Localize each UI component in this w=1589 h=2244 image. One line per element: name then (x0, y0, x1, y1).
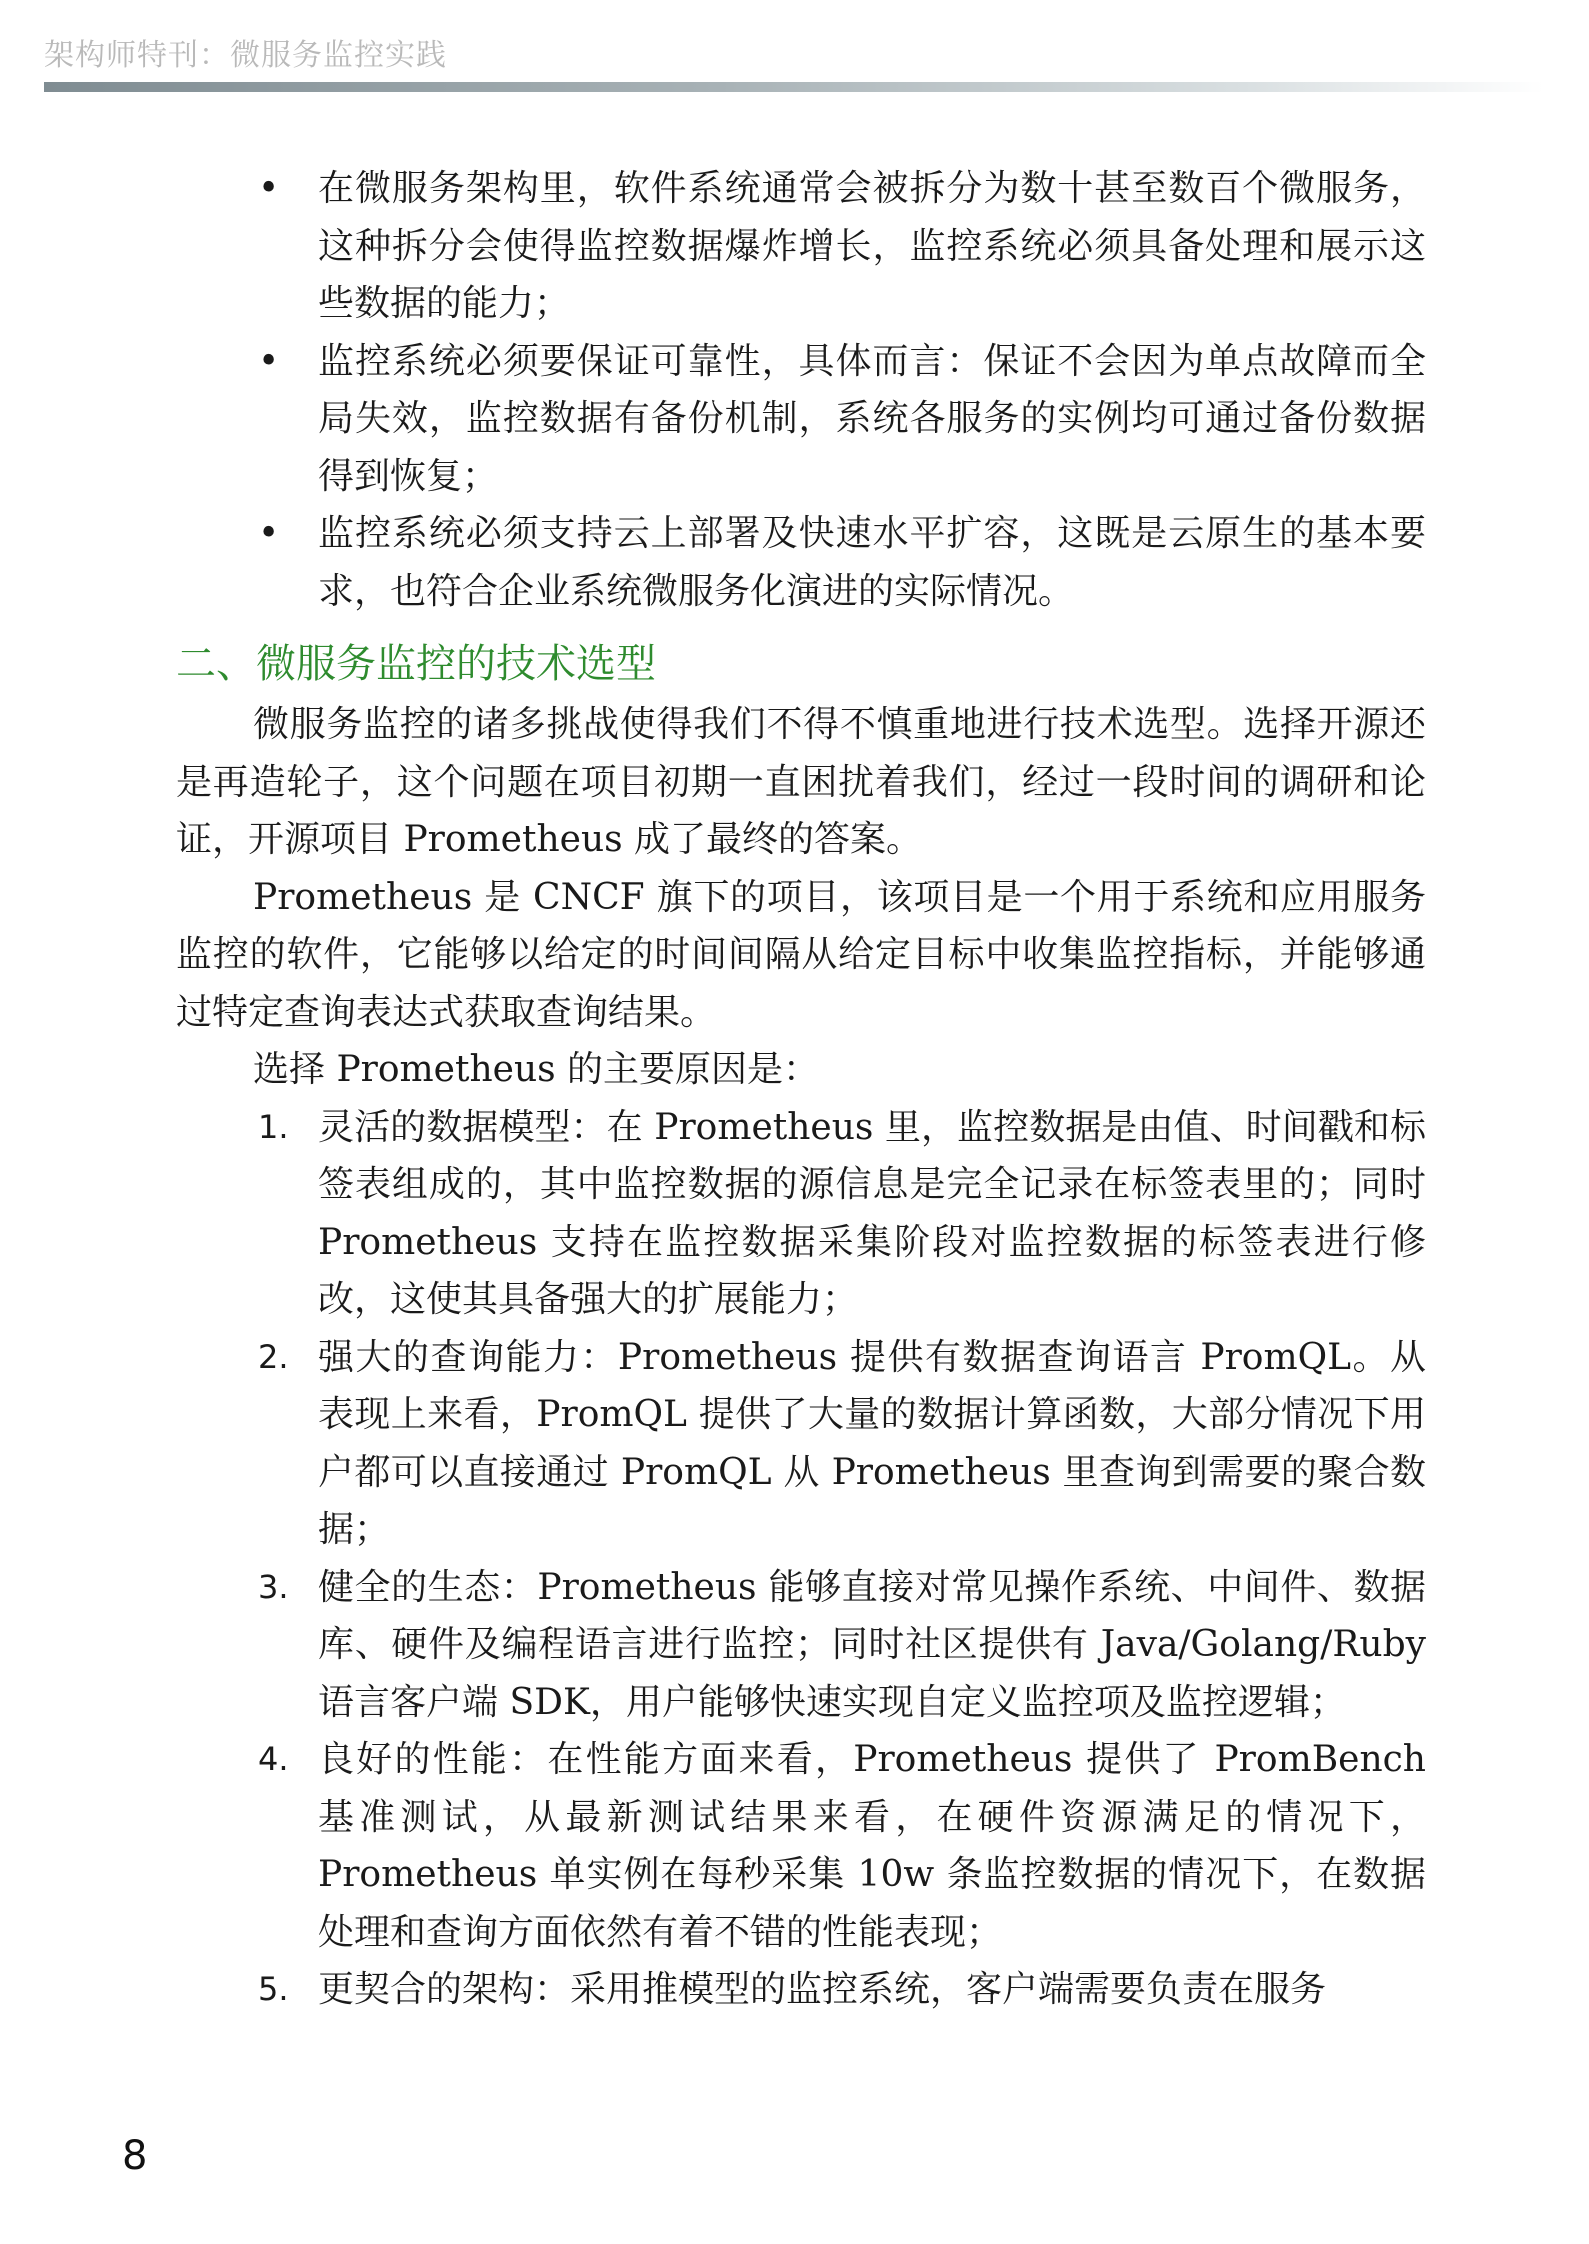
paragraph: 微服务监控的诸多挑战使得我们不得不慎重地进行技术选型。选择开源还是再造轮子，这个问题在项目初期一直困扰着我们，经过一段时间的调研和论证，开源项目 Prometheus 成了最终的答案。 (176, 704, 1426, 860)
bullet-item (176, 160, 1426, 333)
running-header: 架构师特刊：微服务监控实践 (44, 38, 447, 73)
bullet-text: 监控系统必须要保证可靠性，具体而言：保证不会因为单点故障而全局失效，监控数据有备份机制，系统各服务的实例均可通过备份数据得到恢复； (318, 340, 1426, 497)
paragraph: Prometheus 是 CNCF 旗下的项目，该项目是一个用于系统和应用服务监控的软件，它能够以给定的时间间隔从给定目标中收集监控指标，并能够通过特定查询表达式获取查询结果。 (176, 876, 1426, 1033)
item-text: 更契合的架构：采用推模型的监控系统，客户端需要负责在服务 (318, 1969, 1327, 2010)
item-number: 5. (258, 1970, 289, 2008)
item-text: 强大的查询能力：Prometheus 提供有数据查询语言 PromQL。从表现上来看，PromQL 提供了大量的数据计算函数，大部分情况下用户都可以直接通过 PromQL 从 Prometheus 里查询到需要的聚合数据； (318, 1336, 1426, 1550)
item-text: 灵活的数据模型：在 Prometheus 里，监控数据是由值、时间戳和标签表组成的，其中监控数据的源信息是完全记录在标签表里的；同时 Prometheus 支持在监控数据采集阶段对监控数据的标签表进行修改，这使其具备强大的扩展能力； (318, 1106, 1426, 1320)
numbered-list (176, 1099, 1426, 2019)
bullet-marker: • (258, 168, 280, 209)
page-number: 8 (122, 2133, 148, 2179)
header-rule (44, 82, 1544, 92)
bullet-marker: • (258, 513, 280, 554)
bullet-item (176, 333, 1426, 506)
bullet-text: 监控系统必须支持云上部署及快速水平扩容，这既是云原生的基本要求，也符合企业系统微服务化演进的实际情况。 (318, 513, 1426, 612)
item-number: 2. (258, 1337, 289, 1376)
paragraph: 选择 Prometheus 的主要原因是： (253, 1049, 820, 1090)
item-number: 1. (258, 1107, 289, 1146)
numbered-item (176, 1559, 1426, 1732)
bullet-item (176, 505, 1426, 620)
numbered-item (176, 1099, 1426, 1329)
page-body (176, 160, 1426, 2019)
item-number: 3. (258, 1567, 289, 1606)
item-text: 健全的生态：Prometheus 能够直接对常见操作系统、中间件、数据库、硬件及编程语言进行监控；同时社区提供有 Java/Golang/Ruby 语言客户端 SDK，用户能够快速实现自定义监控项及监控逻辑； (318, 1566, 1426, 1723)
numbered-item (176, 1329, 1426, 1559)
item-number: 4. (258, 1740, 289, 1778)
numbered-item (176, 1961, 1426, 2019)
item-text: 良好的性能：在性能方面来看，Prometheus 提供了 PromBench 基准测试，从最新测试结果来看，在硬件资源满足的情况下，Prometheus 单实例在每秒采集 10w 条监控数据的情况下，在数据处理和查询方面依然有着不错的性能表现； (318, 1739, 1426, 1953)
bullet-marker: • (258, 340, 280, 382)
section-heading: 二、微服务监控的技术选型 (176, 641, 656, 687)
bullet-list (176, 160, 1426, 620)
bullet-text: 在微服务架构里，软件系统通常会被拆分为数十甚至数百个微服务，这种拆分会使得监控数据爆炸增长，监控系统必须具备处理和展示这些数据的能力； (318, 168, 1426, 324)
numbered-item (176, 1731, 1426, 1961)
